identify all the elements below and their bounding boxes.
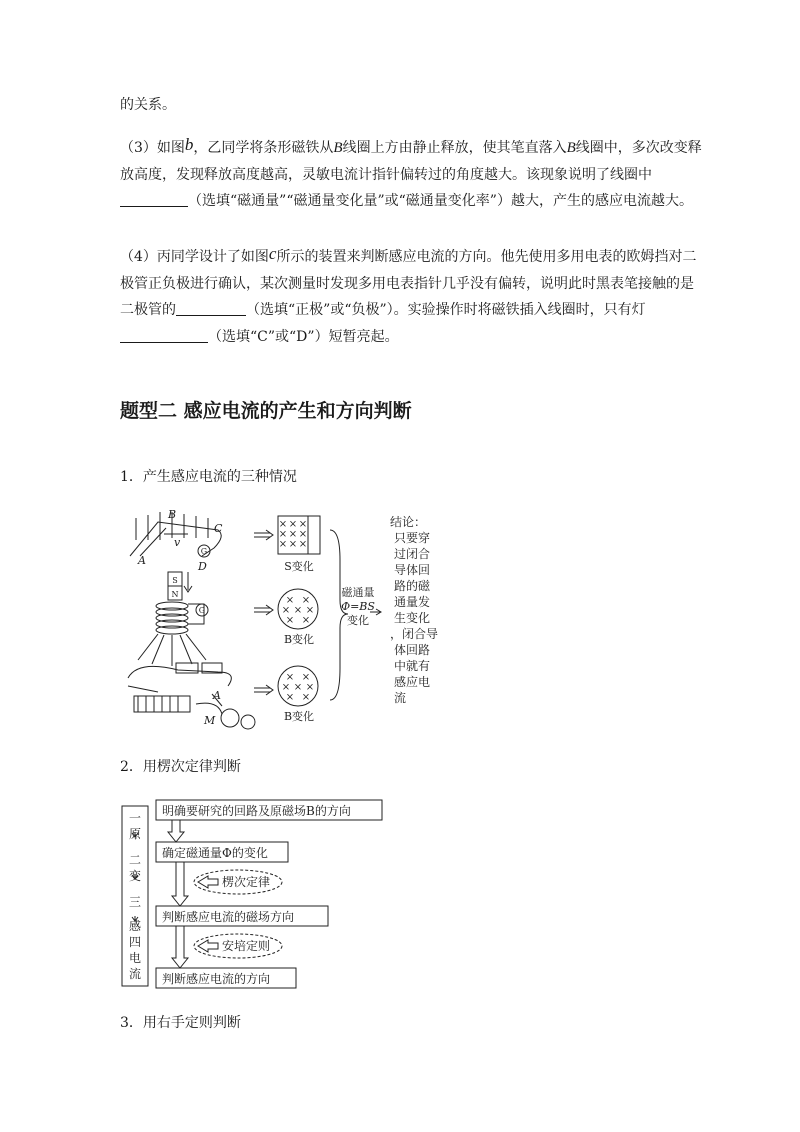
q3-text-a: （3）如图 — [120, 140, 185, 156]
flux-change-label: 变化 — [347, 614, 369, 627]
magnet-coil-diagram — [138, 572, 208, 666]
q3-coil-label-2: B — [566, 140, 576, 156]
q3-text-b: ，乙同学将条形磁铁从 — [193, 140, 334, 156]
q4-text-c: （选填“正极”或“负极”）。实验操作时将磁铁插入线圈时，只有灯 — [246, 302, 646, 318]
svg-text:结论：: 结论： — [390, 515, 427, 529]
svg-text:生变化: 生变化 — [394, 611, 431, 625]
q3-figure-ref: b — [184, 135, 194, 154]
flux-formula: Φ=BS — [341, 600, 375, 613]
item-2-title: 2．用楞次定律判断 — [120, 759, 241, 775]
svg-text:×: × — [301, 595, 311, 606]
svg-text:×: × — [298, 529, 308, 540]
question-4 — [120, 241, 705, 350]
svg-text:变: 变 — [128, 869, 142, 883]
svg-text:×: × — [285, 672, 295, 683]
svg-text:×: × — [278, 529, 288, 540]
magnet-s-label: S — [172, 576, 178, 585]
item-1-title: 1．产生感应电流的三种情况 — [120, 469, 297, 485]
svg-text:×: × — [285, 595, 295, 606]
q4-text-a: （4）丙同学设计了如图 — [120, 249, 269, 265]
item-3-title: 3．用右手定则判断 — [120, 1015, 241, 1031]
label-c: C — [214, 522, 223, 535]
svg-text:电: 电 — [128, 951, 142, 965]
svg-text:只要穿: 只要穿 — [394, 531, 431, 545]
step-4-text: 判断感应电流的方向 — [162, 972, 271, 986]
lenz-law-label: 楞次定律 — [222, 875, 271, 889]
q4-figure-ref: c — [268, 244, 277, 263]
svg-text:×: × — [301, 672, 311, 683]
question-3 — [120, 132, 705, 215]
svg-text:导体回: 导体回 — [394, 563, 431, 577]
svg-text:×: × — [298, 539, 308, 550]
svg-text:流: 流 — [128, 967, 142, 981]
svg-text:×: × — [285, 692, 295, 703]
svg-text:×: × — [281, 605, 291, 616]
svg-text:原: 原 — [128, 827, 142, 841]
svg-text:×: × — [288, 539, 298, 550]
mnemonic-sidebar — [129, 811, 141, 981]
step-2-text: 确定磁通量Φ的变化 — [162, 846, 268, 860]
q3-coil-label-1: B — [333, 140, 343, 156]
svg-text:一: 一 — [128, 811, 142, 825]
svg-text:感: 感 — [128, 919, 142, 933]
conclusion-text — [390, 514, 438, 705]
svg-text:×: × — [305, 605, 315, 616]
q4-text-b: 所示的装置来判断感应电流的方向。他先使用多用电表的欧姆挡对二极管正负极进行确认，某次测量时发现多用电表指针几乎没有偏转，说明此时黑表笔接触的是二极管的 — [120, 249, 697, 318]
galvanometer-2-icon: G — [198, 606, 206, 615]
svg-text:流: 流 — [394, 691, 407, 705]
q3-text-d: 线圈中，多次改变释放高度，发现释放高度越高，灵敏电流计指针偏转过的角度越大。该现象说明了线圈中 — [120, 140, 702, 183]
q4-text-d: （选填“C”或“D”）短暂亮起。 — [208, 328, 399, 345]
svg-text:，闭合导: ，闭合导 — [390, 627, 439, 641]
label-a: A — [138, 554, 146, 567]
q3-text-e: （选填“磁通量”“磁通量变化量”或“磁通量变化率”）越大，产生的感应电流越大。 — [188, 193, 693, 209]
q3-answer-blank[interactable] — [120, 192, 188, 207]
step-3-text: 判断感应电流的磁场方向 — [162, 910, 295, 924]
ampere-rule-label: 安培定则 — [222, 939, 271, 953]
paragraph-continuation: 的关系。 — [120, 97, 176, 113]
label-v: v — [174, 536, 181, 549]
flux-label: 磁通量 — [341, 586, 375, 599]
svg-text:路的磁: 路的磁 — [394, 579, 431, 593]
circuit-coil-diagram — [128, 663, 255, 729]
svg-text:感应电: 感应电 — [394, 675, 431, 689]
label-d: D — [198, 560, 207, 573]
q4-answer-blank-1[interactable] — [176, 301, 246, 316]
svg-text:×: × — [285, 615, 295, 626]
svg-text:体回路: 体回路 — [394, 643, 431, 657]
svg-text:三: 三 — [128, 895, 142, 909]
svg-text:×: × — [293, 605, 303, 616]
label-a-2: A — [213, 689, 221, 702]
magnet-n-label: N — [171, 590, 179, 599]
svg-text:过闭合: 过闭合 — [394, 547, 431, 561]
svg-text:×: × — [305, 682, 315, 693]
svg-text:×: × — [293, 682, 303, 693]
svg-text:中就有: 中就有 — [394, 659, 431, 673]
q3-text-c: 线圈上方由静止释放，使其笔直落入 — [342, 140, 567, 156]
step-1-text: 明确要研究的回路及原磁场B的方向 — [162, 804, 351, 818]
q4-answer-blank-2[interactable] — [120, 328, 208, 343]
b-change-label-1: B变化 — [283, 633, 315, 646]
svg-text:×: × — [288, 529, 298, 540]
svg-text:×: × — [298, 519, 308, 530]
svg-text:×: × — [288, 519, 298, 530]
svg-text:×: × — [278, 519, 288, 530]
section-heading: 题型二 感应电流的产生和方向判断 — [120, 400, 412, 422]
svg-text:四: 四 — [128, 935, 142, 949]
galvanometer-1-icon: G — [200, 547, 208, 556]
svg-text:×: × — [281, 682, 291, 693]
induction-cases-figure — [118, 500, 448, 740]
svg-text:通量发: 通量发 — [394, 595, 431, 609]
svg-text:×: × — [301, 615, 311, 626]
svg-text:×: × — [278, 539, 288, 550]
svg-text:二: 二 — [128, 853, 142, 867]
label-m: M — [204, 714, 216, 727]
b-change-label-2: B变化 — [283, 710, 315, 723]
s-change-label: S变化 — [284, 560, 314, 573]
label-b: B — [168, 508, 177, 521]
svg-text:×: × — [301, 692, 311, 703]
lenz-law-flowchart — [118, 796, 388, 994]
